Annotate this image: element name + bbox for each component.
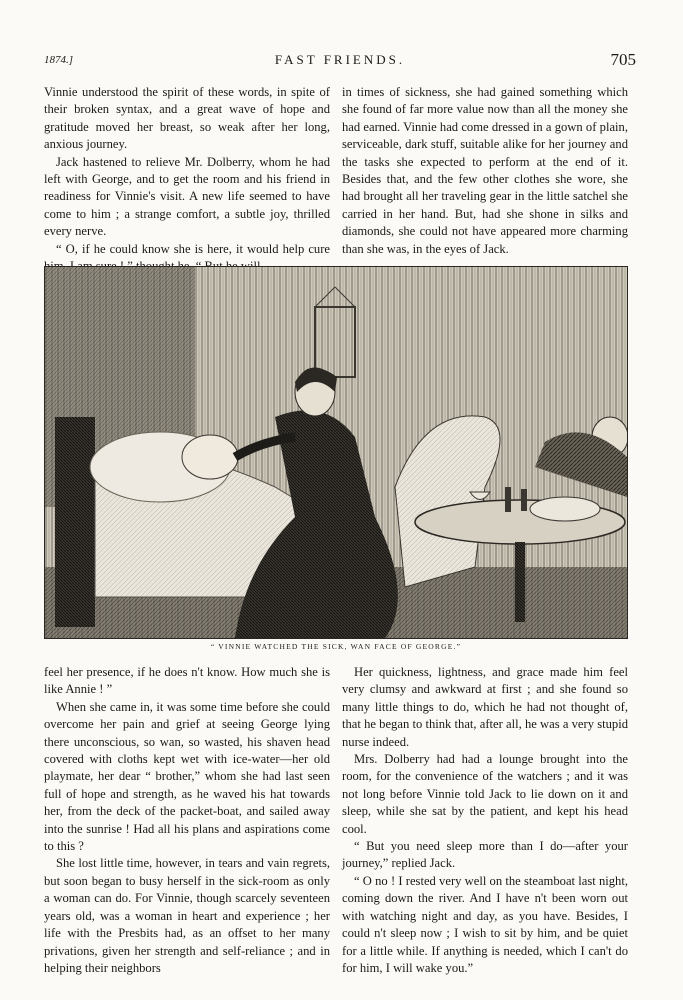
paragraph: Mrs. Dolberry had had a lounge brought into the room, for the convenience of the watchers ; and it was not long before Vinnie told Jack to lie down on it and sleep, while she sat by the patient, and kept his head cool. xyxy=(342,752,628,836)
paragraph: When she came in, it was some time before she could overcome her pain and grief at seeing George lying there unconscious, so wan, so wasted, his shaven head covered with cloths kept wet with ice-water—her old playmate, her dear “ brother,” whom she had last seen full of hope and strength, as he waved his hat towards her, from the deck of the packet-boat, and sailed away into the sunrise ! Had all his plans and aspirations come to this ? xyxy=(44,699,330,854)
paragraph: “ O no ! I rested very well on the steamboat last night, coming down the river. And I have n't been worn out with watching night and day, as you have. Besides, I could n't sleep now ; I wish to sit by him, and be quiet for a little while. If anything is needed, which I can't do for him, I will wake you.” xyxy=(342,873,628,975)
column-top-right xyxy=(342,84,628,258)
page-header xyxy=(44,50,636,72)
engraving-illustration xyxy=(44,266,628,639)
paragraph: feel her presence, if he does n't know. How much she is like Annie ! ” xyxy=(44,665,330,697)
column-bottom-right xyxy=(342,664,628,977)
paragraph: She lost little time, however, in tears and vain regrets, but soon began to busy herself in the sick-room as only a woman can do. For Vinnie, though scarcely seventeen years old, was a woman in heart and experience ; her life with the Presbits had, as an offset to her many privations, given her strength and self-reliance ; and in helping their neighbors xyxy=(44,856,330,975)
page-number: 705 xyxy=(610,50,636,69)
paragraph: Jack hastened to relieve Mr. Dolberry, whom he had left with George, and to get the room and his friend in readiness for Vinnie's visit. A new life seemed to have come to him ; a strange comfort, a subtle joy, thrilled every nerve. xyxy=(44,154,330,239)
paragraph: “ But you need sleep more than I do—after your journey,” replied Jack. xyxy=(342,839,628,871)
header-year: 1874.] xyxy=(44,54,74,66)
paragraph: “ O, if he could know she is here, it would help cure xyxy=(56,241,330,256)
column-bottom-left xyxy=(44,664,330,977)
illustration-caption: “ VINNIE WATCHED THE SICK, WAN FACE OF GEORGE.” xyxy=(210,642,462,651)
paragraph: in times of sickness, she had gained something which she found of far more value now than all the money she had earned. Vinnie had come dressed in a gown of plain, serviceable, dark stuff, suitable alike for her journey and the tasks she expected to perform at the end of it. Besides that, and the few other clothes she wore, she had brought all her traveling gear in the little satchel she carried in her hand. But, had she shone in silks and diamonds, she could not have appeared more charming than she was, in the eyes of Jack. xyxy=(342,85,628,256)
column-top-left xyxy=(44,84,330,275)
paragraph: Her quickness, lightness, and grace made him feel very clumsy and awkward at first ; and she found so many little things to do, which he had not thought of, that he began to think that, after all, he was a very stupid nurse indeed. xyxy=(342,665,628,749)
running-title: FAST FRIENDS. xyxy=(274,52,406,67)
paragraph: Vinnie understood the spirit of these words, in spite of their broken syntax, and a great wave of hope and gratitude moved her breast, so weak after her long, anxious journey. xyxy=(44,85,330,152)
